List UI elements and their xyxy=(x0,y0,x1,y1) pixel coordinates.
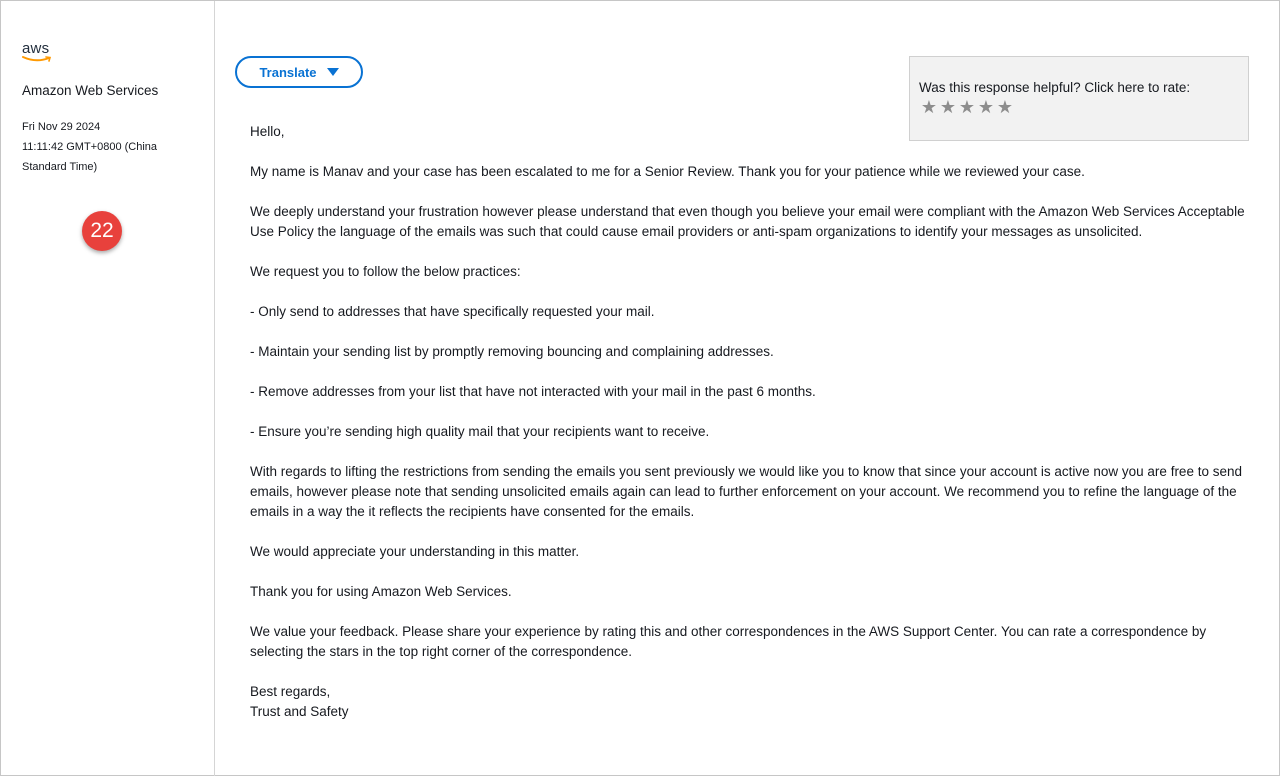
star-icon-3[interactable]: ★ xyxy=(958,97,976,117)
aws-logo-text: aws xyxy=(22,40,50,57)
caret-down-icon xyxy=(327,68,339,76)
message-paragraph: We deeply understand your frustration however please understand that even though you believe your email were compliant with the Amazon Web Services Acceptable Use Policy the language of the emails was such that could cause email providers or anti-spam organizations to identify your messages as unsolicited. xyxy=(250,204,1245,239)
message-paragraph: With regards to lifting the restrictions from sending the emails you sent previously we would like you to know that since your account is active now you are free to send emails, however please note that sending unsolicited emails again can lead to further enforcement on your account. We recommend you to refine the language of the emails in a way the it reflects the recipients have consented for the emails. xyxy=(250,464,1242,519)
step-badge: 22 xyxy=(82,211,122,251)
aws-logo xyxy=(22,41,56,63)
message-paragraph: We value your feedback. Please share your experience by rating this and other correspondences in the AWS Support Center. You can rate a correspondence by selecting the stars in the top right corner of the correspondence. xyxy=(250,624,1207,659)
star-icon-2[interactable]: ★ xyxy=(939,97,957,117)
star-icon-4[interactable]: ★ xyxy=(977,97,995,117)
translate-button[interactable] xyxy=(235,56,363,88)
message-date xyxy=(22,117,192,177)
signoff-line-2: Trust and Safety xyxy=(250,704,349,719)
message-paragraph: Thank you for using Amazon Web Services. xyxy=(250,584,512,599)
translate-button-label: Translate xyxy=(259,64,317,80)
rating-prompt: Was this response helpful? Click here to rate: xyxy=(919,80,1191,95)
star-icon-5[interactable]: ★ xyxy=(996,97,1014,117)
signoff-line-1: Best regards, xyxy=(250,684,331,699)
message-bullet: - Remove addresses from your list that have not interacted with your mail in the past 6 months. xyxy=(250,384,816,399)
sender-name: Amazon Web Services xyxy=(22,83,159,98)
message-bullet: - Only send to addresses that have specifically requested your mail. xyxy=(250,304,655,319)
star-icon-1[interactable]: ★ xyxy=(920,97,938,117)
message-greeting: Hello, xyxy=(250,124,285,139)
message-paragraph: My name is Manav and your case has been escalated to me for a Senior Review. Thank you for your patience while we reviewed your case. xyxy=(250,164,1085,179)
message-body xyxy=(250,122,1255,722)
message-bullet: - Ensure you’re sending high quality mail that your recipients want to receive. xyxy=(250,424,710,439)
message-paragraph: We would appreciate your understanding in this matter. xyxy=(250,544,580,559)
message-bullet: - Maintain your sending list by promptly removing bouncing and complaining addresses. xyxy=(250,344,774,359)
message-paragraph: We request you to follow the below practices: xyxy=(250,264,521,279)
sender-sidebar xyxy=(1,1,215,776)
date-line-2: 11:11:42 GMT+0800 (China Standard Time) xyxy=(22,141,158,173)
rating-stars[interactable] xyxy=(920,97,1014,117)
date-line-1: Fri Nov 29 2024 xyxy=(22,121,101,133)
message-signoff xyxy=(250,682,1255,722)
